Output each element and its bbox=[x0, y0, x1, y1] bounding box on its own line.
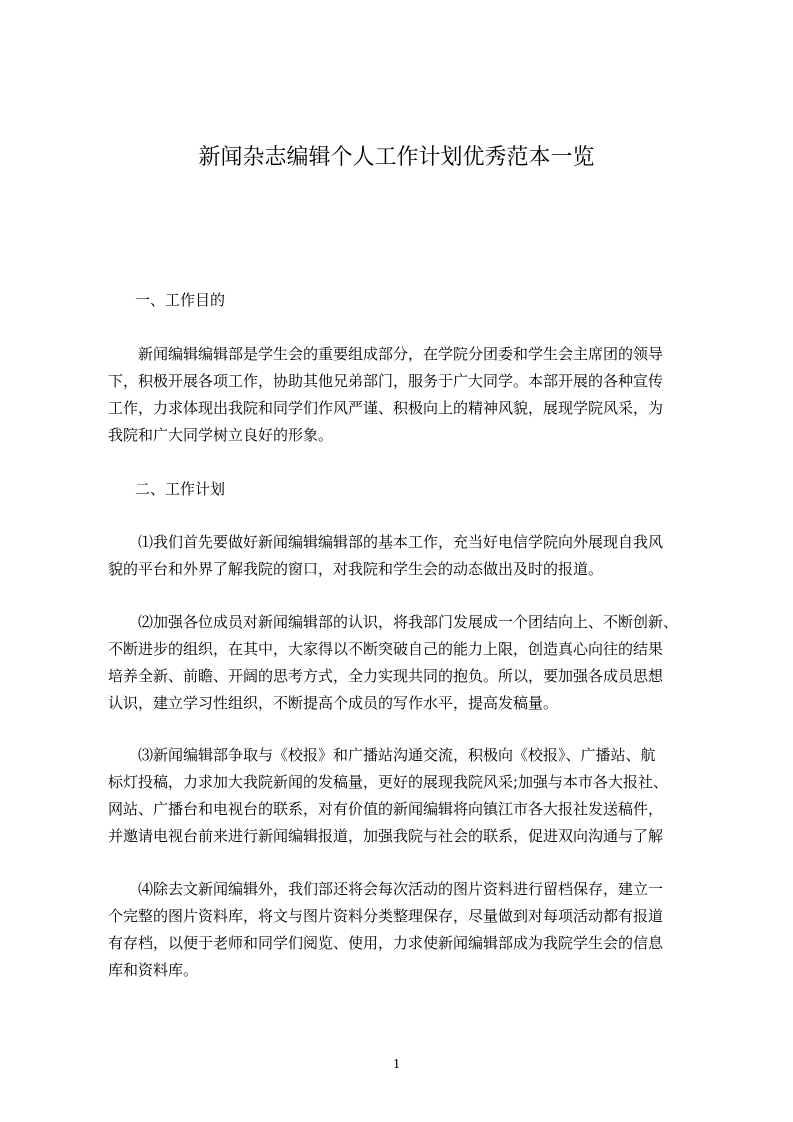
paragraph-line: 下，积极开展各项工作，协助其他兄弟部门，服务于广大同学。本部开展的各种宣传 bbox=[108, 372, 664, 390]
paragraph-line: 有存档，以便于老师和同学们阅览、使用，力求使新闻编辑部成为我院学生会的信息 bbox=[108, 934, 664, 952]
paragraph-line: 认识，建立学习性组织，不断提高个成员的写作水平，提高发稿量。 bbox=[108, 694, 559, 712]
section-heading-goal: 一、工作目的 bbox=[135, 291, 226, 309]
paragraph-line: ⑴我们首先要做好新闻编辑编辑部的基本工作，充当好电信学院向外展现自我风 bbox=[138, 533, 664, 551]
paragraph-line: ⑷除去文新闻编辑外，我们部还将会每次活动的图片资料进行留档保存，建立一 bbox=[138, 880, 664, 898]
section-heading-plan: 二、工作计划 bbox=[135, 480, 226, 498]
paragraph-line: 我院和广大同学树立良好的形象。 bbox=[108, 426, 334, 444]
paragraph-line: 网站、广播台和电视台的联系，对有价值的新闻编辑将向镇江市各大报社发送稿件， bbox=[108, 800, 664, 818]
paragraph-line: 个完整的图片资料库，将文与图片资料分类整理保存，尽量做到对每项活动都有报道 bbox=[108, 907, 664, 925]
paragraph-line: ⑵加强各位成员对新闻编辑部的认识，将我部门发展成一个团结向上、不断创新、 bbox=[138, 613, 679, 631]
paragraph-line: 工作，力求体现出我院和同学们作风严谨、积极向上的精神风貌，展现学院风采，为 bbox=[108, 399, 664, 417]
paragraph-line: 貌的平台和外界了解我院的窗口，对我院和学生会的动态做出及时的报道。 bbox=[108, 560, 604, 578]
paragraph-line: 库和资料库。 bbox=[108, 961, 199, 979]
paragraph-line: 不断进步的组织，在其中，大家得以不断突破自己的能力上限，创造真心向往的结果 bbox=[108, 640, 664, 658]
paragraph-line: 培养全新、前瞻、开阔的思考方式，全力实现共同的抱负。所以，要加强各成员思想 bbox=[108, 667, 664, 685]
page-number: 1 bbox=[393, 1057, 400, 1072]
paragraph-line: 标灯投稿，力求加大我院新闻的发稿量，更好的展现我院风采;加强与本市各大报社、 bbox=[108, 773, 669, 791]
paragraph-line: 并邀请电视台前来进行新闻编辑报道，加强我院与社会的联系，促进双向沟通与了解 bbox=[108, 827, 664, 845]
paragraph-line: ⑶新闻编辑部争取与《校报》和广播站沟通交流，积极向《校报》、广播站、航 bbox=[138, 746, 656, 764]
document-title: 新闻杂志编辑个人工作计划优秀范本一览 bbox=[198, 145, 595, 170]
paragraph-line: 新闻编辑编辑部是学生会的重要组成部分，在学院分团委和学生会主席团的领导 bbox=[138, 345, 664, 363]
